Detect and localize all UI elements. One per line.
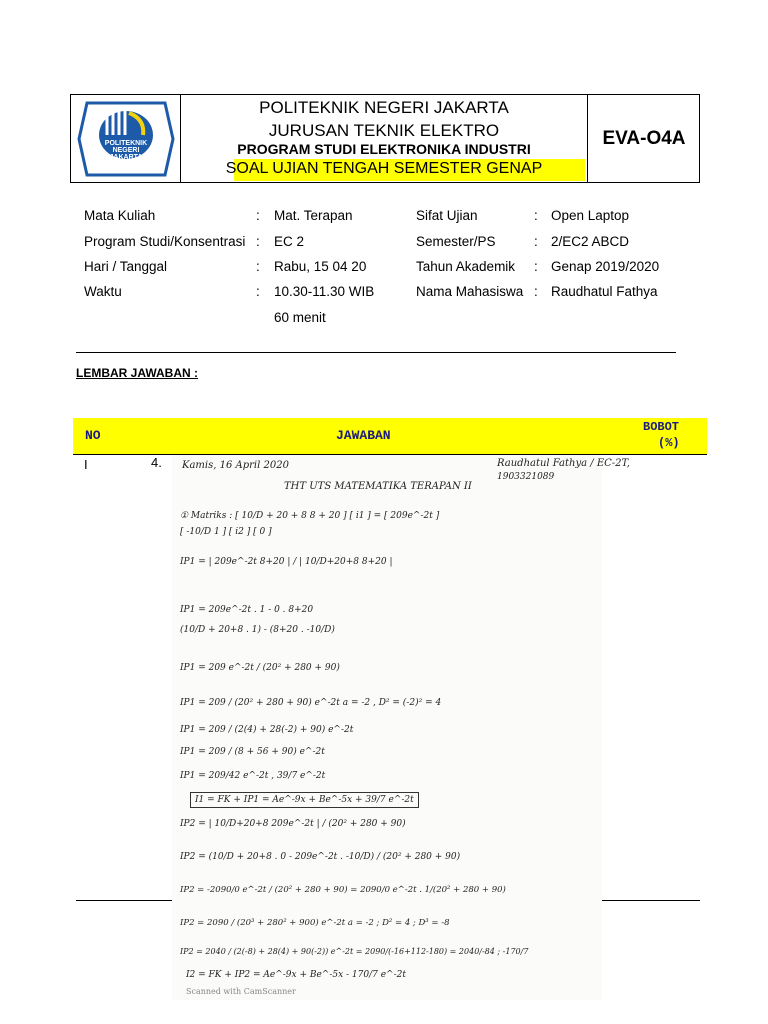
institution-name: POLITEKNIK NEGERI JAKARTA <box>259 98 509 117</box>
hw-line: IP1 = 209/42 e^-2t , 39/7 e^-2t <box>180 771 326 781</box>
hw-line: IP1 = 209e^-2t . 1 - 0 . 8+20 <box>180 605 314 615</box>
info-colon: : <box>256 284 260 299</box>
info-colon: : <box>534 259 538 274</box>
info-colon: : <box>534 284 538 299</box>
hw-line: IP2 = -2090/0 e^-2t / (20² + 280 + 90) = 2090/0 e^-2t . 1/(20² + 280 + 90) <box>180 885 506 895</box>
hw-line: IP2 = 2040 / (2(-8) + 28(4) + 90(-2)) e^-2t = 2090/(-16+112-180) = 2040/-84 ; -170/7 <box>180 947 529 956</box>
document-header <box>70 94 700 183</box>
info-label-sifat-ujian: Sifat Ujian <box>416 208 478 223</box>
info-label-waktu: Waktu <box>84 284 122 299</box>
info-colon: : <box>256 208 260 223</box>
column-header-bobot-unit: (%) <box>658 436 680 450</box>
hw-line: IP1 = 209 / (2(4) + 28(-2) + 90) e^-2t <box>180 725 354 735</box>
lembar-jawaban-label: LEMBAR JAWABAN : <box>76 366 198 380</box>
info-value-mata-kuliah: Mat. Terapan <box>274 208 353 223</box>
table-bottom-line-left <box>76 900 176 901</box>
hw-line: IP2 = | 10/D+20+8 209e^-2t | / (20² + 280 + 90) <box>180 819 406 829</box>
info-label-semester: Semester/PS <box>416 234 496 249</box>
hw-line: IP2 = 2090 / (20³ + 280² + 900) e^-2t a = -2 ; D² = 4 ; D³ = -8 <box>180 918 450 928</box>
department-name: JURUSAN TEKNIK ELEKTRO <box>268 121 500 140</box>
hw-student-name: Raudhatul Fathya / EC-2T, <box>497 458 630 469</box>
info-colon: : <box>534 234 538 249</box>
hw-line: IP1 = | 209e^-2t 8+20 | / | 10/D+20+8 8+20 | <box>180 557 393 567</box>
info-value-tahun-akademik: Genap 2019/2020 <box>551 259 660 274</box>
hw-line: IP1 = 209 / (8 + 56 + 90) e^-2t <box>180 747 325 757</box>
answer-table-header <box>73 418 707 455</box>
info-value-durasi: 60 menit <box>274 310 326 325</box>
info-colon: : <box>256 259 260 274</box>
info-label-hari-tanggal: Hari / Tanggal <box>84 259 168 274</box>
logo-text-2: NEGERI <box>112 147 140 154</box>
logo-text-1: POLITEKNIK <box>104 140 148 147</box>
info-label-program-studi: Program Studi/Konsentrasi <box>84 234 246 249</box>
logo-text-3: JAKARTA <box>109 154 143 161</box>
exam-title: SOAL UJIAN TENGAH SEMESTER GENAP <box>225 160 543 177</box>
hw-title: THT UTS MATEMATIKA TERAPAN II <box>284 481 472 492</box>
hw-line-boxed: I1 = FK + IP1 = Ae^-9x + Be^-5x + 39/7 e^-2t <box>190 792 419 808</box>
info-label-mata-kuliah: Mata Kuliah <box>84 208 156 223</box>
info-value-program-studi: EC 2 <box>274 234 305 249</box>
info-value-nama-mahasiswa: Raudhatul Fathya <box>551 284 658 299</box>
info-value-hari-tanggal: Rabu, 15 04 20 <box>274 259 367 274</box>
hw-line: IP1 = 209 e^-2t / (20² + 280 + 90) <box>180 663 340 673</box>
hw-line: IP2 = (10/D + 20+8 . 0 - 209e^-2t . -10/D) / (20² + 280 + 90) <box>180 852 461 862</box>
hw-student-id: 1903321089 <box>497 472 555 482</box>
column-header-jawaban: JAWABAN <box>336 428 391 443</box>
table-bottom-line-right <box>600 900 700 901</box>
hw-line: ① Matriks : [ 10/D + 20 + 8 8 + 20 ] [ i1 ] = [ 209e^-2t ] <box>180 511 440 521</box>
scanner-watermark: Scanned with CamScanner <box>186 987 296 996</box>
scanned-answer-sheet <box>172 455 630 1000</box>
info-label-nama-mahasiswa: Nama Mahasiswa <box>416 284 524 299</box>
info-value-sifat-ujian: Open Laptop <box>551 208 630 223</box>
hw-line: IP1 = 209 / (20² + 280 + 90) e^-2t a = -2 , D² = (-2)² = 4 <box>180 698 442 708</box>
document-code: EVA-O4A <box>602 127 686 149</box>
row-subnumber: 4. <box>151 455 162 470</box>
hw-line: [ -10/D 1 ] [ i2 ] [ 0 ] <box>180 527 272 537</box>
pnj-logo <box>77 99 175 179</box>
info-label-tahun-akademik: Tahun Akademik <box>416 259 516 274</box>
info-value-waktu: 10.30-11.30 WIB <box>274 284 375 299</box>
hw-line: I2 = FK + IP2 = Ae^-9x + Be^-5x - 170/7 e^-2t <box>186 970 406 980</box>
separator-line <box>76 352 676 353</box>
info-value-semester: 2/EC2 ABCD <box>551 234 630 249</box>
hw-date: Kamis, 16 April 2020 <box>182 460 289 471</box>
info-colon: : <box>534 208 538 223</box>
hw-line: (10/D + 20+8 . 1) - (8+20 . -10/D) <box>180 625 335 635</box>
column-header-bobot: BOBOT <box>643 420 680 434</box>
info-colon: : <box>256 234 260 249</box>
program-name: PROGRAM STUDI ELEKTRONIKA INDUSTRI <box>237 141 531 157</box>
column-header-no: NO <box>85 428 101 443</box>
row-number: I <box>84 457 88 472</box>
